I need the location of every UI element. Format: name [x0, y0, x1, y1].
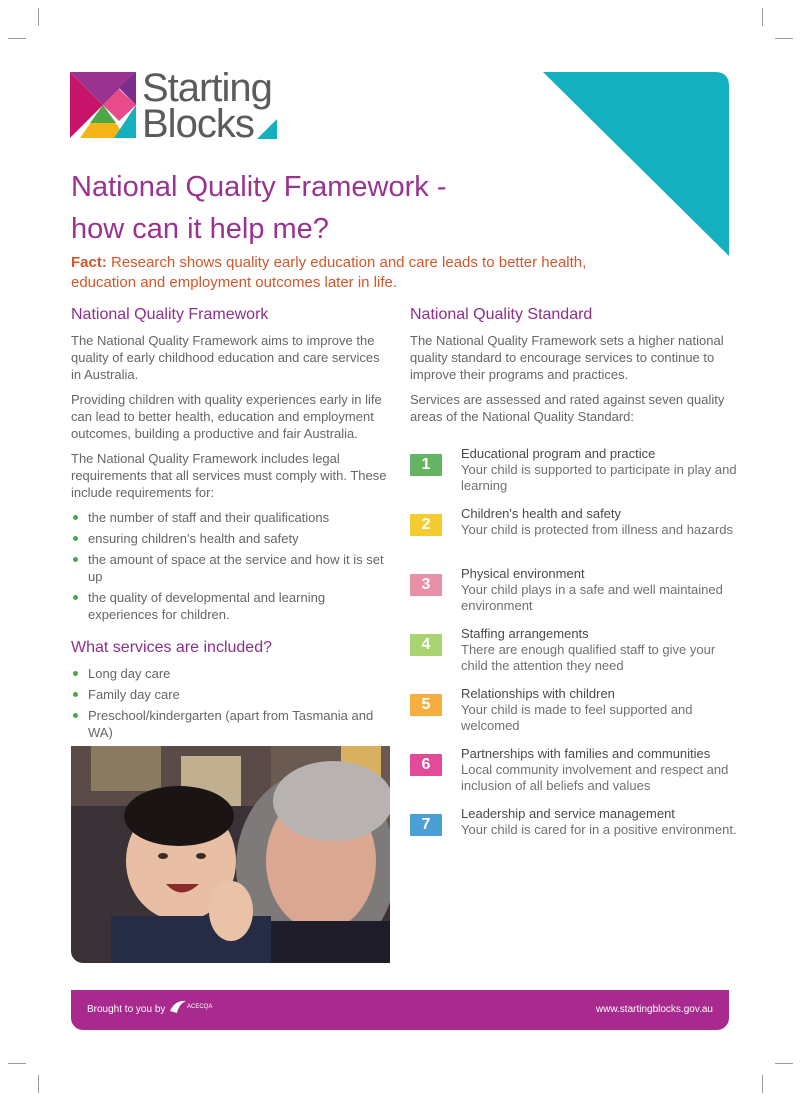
quality-area-title: Educational program and practice	[461, 446, 656, 461]
logo-line-starting: Starting	[142, 66, 272, 110]
crop-mark	[762, 1075, 763, 1093]
nqf-para-2: Providing children with quality experiences early in life can lead to better health, education and employment outcomes, building a productive and fair Australia.	[71, 392, 382, 441]
quality-area-title: Leadership and service management	[461, 806, 675, 821]
bullet-icon	[73, 536, 78, 541]
fact-text: Research shows quality early education and care leads to better health, education and employment outcomes later in life.	[71, 254, 587, 291]
quality-area-badge: 4	[410, 634, 442, 656]
bullet-icon	[73, 557, 78, 562]
website-link[interactable]: www.startingblocks.gov.au	[595, 1004, 713, 1015]
fact-statement	[71, 253, 631, 293]
requirements-list	[71, 509, 391, 623]
quality-area-title: Children's health and safety	[461, 506, 622, 521]
crop-mark	[775, 38, 793, 39]
bullet-icon	[73, 515, 78, 520]
teal-corner-icon	[257, 119, 277, 139]
crop-mark	[775, 1063, 793, 1064]
quality-area-badge: 7	[410, 814, 442, 836]
quality-area-title: Staffing arrangements	[461, 626, 589, 641]
quality-area-desc: Your child is supported to participate in play and learning	[461, 462, 737, 493]
quality-area-desc: Your child is protected from illness and hazards	[461, 522, 733, 537]
crop-mark	[8, 38, 26, 39]
quality-area-badge: 2	[410, 514, 442, 536]
bullet-icon	[73, 595, 78, 600]
acecqa-logo: ACECQA	[169, 998, 229, 1020]
crop-mark	[8, 1063, 26, 1064]
child-and-educator-photo	[71, 746, 390, 963]
quality-area-desc: There are enough qualified staff to give your child the attention they need	[461, 642, 716, 673]
quality-area-badge: 5	[410, 694, 442, 716]
page-title	[71, 166, 491, 250]
logo-line-blocks: Blocks	[142, 106, 277, 142]
list-item: the quality of developmental and learning experiences for children.	[71, 589, 391, 623]
title-line-1: National Quality Framework -	[71, 171, 447, 203]
crop-mark	[762, 8, 763, 26]
nqs-heading: National Quality Standard	[410, 306, 593, 323]
list-item: the amount of space at the service and how it is set up	[71, 551, 391, 585]
brought-to-you-by: Brought to you by	[87, 1004, 166, 1015]
quality-area-title: Partnerships with families and communities	[461, 746, 711, 761]
acecqa-bird-icon	[169, 998, 187, 1016]
list-item: the number of staff and their qualifications	[71, 509, 391, 526]
services-heading: What services are included?	[71, 639, 272, 656]
nqs-para-2: Services are assessed and rated against seven quality areas of the National Quality Standard:	[410, 392, 725, 424]
bullet-icon	[73, 713, 78, 718]
title-line-2: how can it help me?	[71, 213, 329, 245]
list-item: ensuring children's health and safety	[71, 530, 391, 547]
quality-area-desc: Your child is cared for in a positive environment.	[461, 822, 737, 837]
quality-area-badge: 1	[410, 454, 442, 476]
list-item: Long day care	[71, 665, 391, 682]
footer-bar	[71, 990, 729, 1030]
nqs-para-1: The National Quality Framework sets a higher national quality standard to encourage services to continue to improve their programs and practices.	[410, 333, 724, 382]
crop-mark	[38, 1075, 39, 1093]
logo-wordmark	[142, 66, 277, 146]
corner-triangle	[543, 72, 729, 256]
crop-mark	[38, 8, 39, 26]
list-item: Preschool/kindergarten (apart from Tasmania and WA)	[71, 707, 391, 741]
fact-label: Fact:	[71, 254, 107, 271]
bullet-icon	[73, 671, 78, 676]
nqf-para-3: The National Quality Framework includes legal requirements that all services must comply with. These include requirements for:	[71, 451, 387, 500]
quality-area-desc: Your child is made to feel supported and welcomed	[461, 702, 693, 733]
quality-area-badge: 6	[410, 754, 442, 776]
bullet-icon	[73, 692, 78, 697]
quality-area-title: Physical environment	[461, 566, 585, 581]
quality-area-desc: Local community involvement and respect and inclusion of all beliefs and values	[461, 762, 729, 793]
nqf-para-1: The National Quality Framework aims to improve the quality of early childhood education and care services in Australia.	[71, 333, 380, 382]
logo-mark-icon	[70, 72, 136, 138]
quality-area-title: Relationships with children	[461, 686, 615, 701]
left-column	[71, 306, 391, 774]
right-column	[410, 306, 740, 433]
list-item: Family day care	[71, 686, 391, 703]
nqf-heading: National Quality Framework	[71, 306, 269, 323]
quality-area-badge: 3	[410, 574, 442, 596]
quality-area-desc: Your child plays in a safe and well maintained environment	[461, 582, 723, 613]
